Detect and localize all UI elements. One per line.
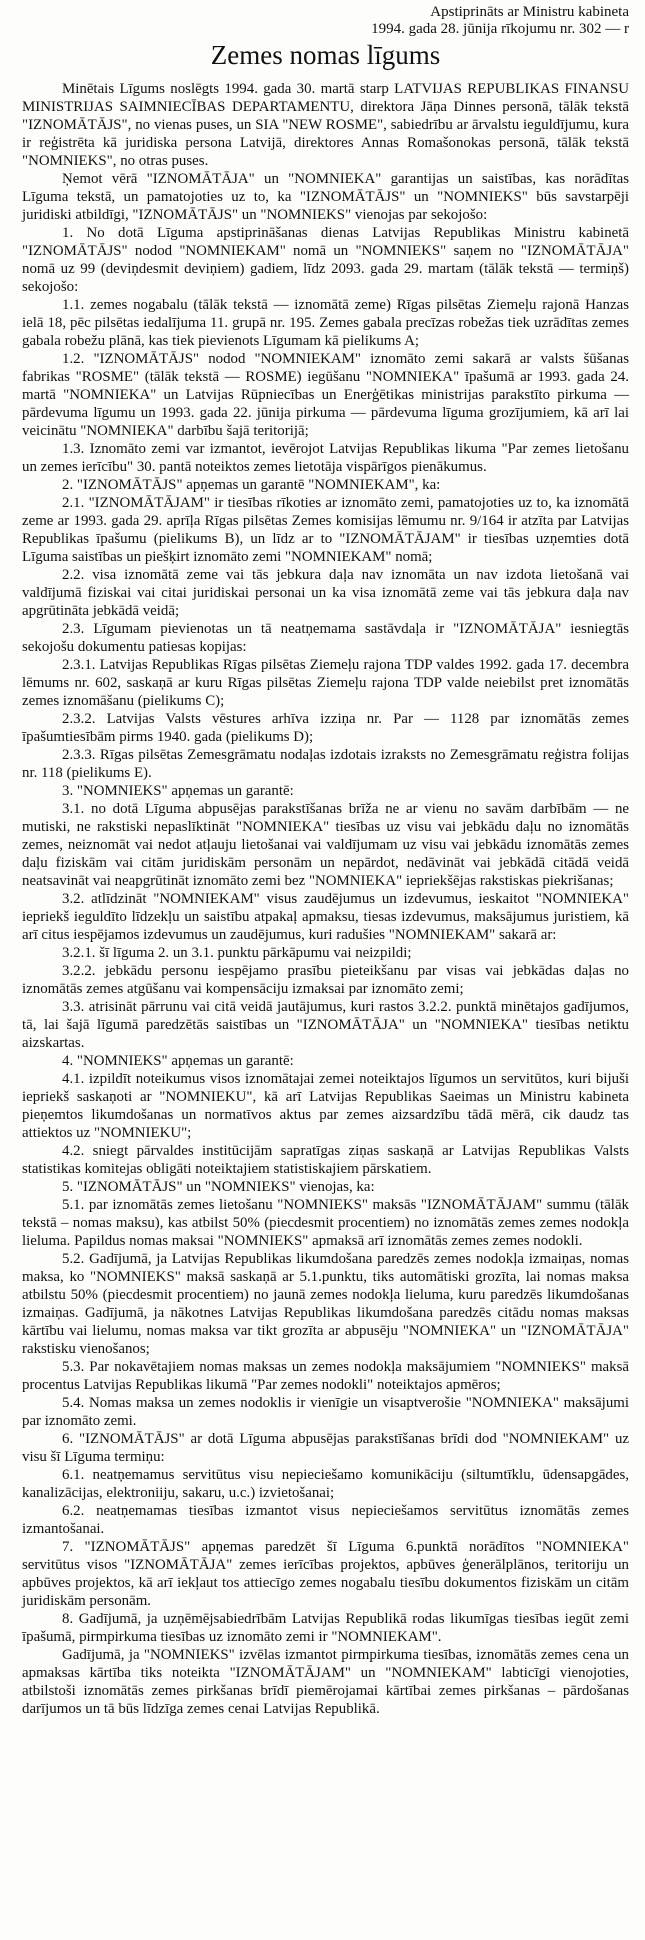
paragraph: 4. "NOMNIEKS" apņemas un garantē: [62, 1053, 294, 1069]
paragraph: 2.3. Līgumam pievienotas un tā neatņemama sastāvdaļa ir "IZNOMĀTĀJA" iesniegtās sekojošu dokumentu patiesas kopijas: [22, 621, 629, 655]
paragraph: 5. "IZNOMĀTĀJS" un "NOMNIEKS" vienojas, ka: [62, 1179, 375, 1195]
paragraph: 3.1. no dotā Līguma abpusējas parakstīšanas brīža ne ar vienu no savām darbībām — ne mutiski, ne rakstiski nepaslīktināt "NOMNIEKA" tiesības uz visu vai jebkādu daļu no iznomātās zemes, neiznomāt vai nedot atļauju lietošanai vai valdījumam uz visu vai jebkādu iznomātās zemes daļu fiziskām vai citām juridiskām personām un nepārdot, nedāvināt vai jebkādā citādā veidā neatsavināt vai neapgrūtināt iznomāto zemi bez "NOMNIEKA" iepriekšējas rakstiskas piekrišanas; [22, 801, 629, 889]
paragraph: 2.3.1. Latvijas Republikas Rīgas pilsētas Ziemeļu rajona TDP valdes 1992. gada 17. decembra lēmums nr. 602, saskaņā ar kuru Rīgas pilsētas Ziemeļu rajona TDP valde neiebilst pret iznomātās zemes iznomāšanu (pielikums C); [22, 657, 629, 709]
paragraph: 6. "IZNOMĀTĀJS" ar dotā Līguma abpusējas parakstīšanas brīdi dod "NOMNIEKAM" uz visu šī Līguma termiņu: [22, 1431, 629, 1465]
paragraph: 6.1. neatņemamus servitūtus visu nepieciešamo komunikāciju (siltumtīklu, ūdensapgādes, kanalizācijas, elektroniiju, sakaru, u.c.) izvietošanai; [22, 1467, 629, 1501]
paragraph: 2. "IZNOMĀTĀJS" apņemas un garantē "NOMNIEKAM", ka: [62, 477, 441, 493]
paragraph: 2.1. "IZNOMĀTĀJAM" ir tiesības rīkoties ar iznomāto zemi, pamatojoties uz to, ka iznomātā zeme ar 1993. gada 29. aprīļa Rīgas pilsētas Zemes komisijas lēmumu nr. 9/164 ir atzīta par Latvijas Republikas īpašumu (pielikums B), un līdz ar to "IZNOMĀTĀJAM" ir tiesības uzņemties dotā Līguma saistības un piešķirt iznomāto zemi "NOMNIEKAM" nomā; [22, 495, 629, 565]
paragraph: Gadījumā, ja "NOMNIEKS" izvēlas izmantot pirmpirkuma tiesības, iznomātās zemes cena un apmaksas kārtība tiks noteikta "IZNOMĀTĀJAM" un "NOMNIEKAM" labticīgi vienojoties, atbilstoši iznomātās zemes pirkšanas brīdī piemērojamai kārtībai zemes pirkšanas – pārdošanas darījumos un tā būs līdzīga zemes cenai Latvijas Republikā. [22, 1647, 629, 1717]
paragraph: 7. "IZNOMĀTĀJS" apņemas paredzēt šī Līguma 6.punktā norādītos "NOMNIEKA" servitūtus visos "IZNOMĀTĀJA" zemes ierīcības projektos, apbūves ģenerālplānos, teritoriju un apbūves projektos, kā arī iekļaut tos attiecīgo zemes nogabalu tiesību dokumentos fiziskām un citām juridiskām personām. [22, 1539, 629, 1609]
paragraph: 2.3.2. Latvijas Valsts vēstures arhīva izziņa nr. Par — 1128 par iznomātās zemes īpašumtiesībām pirms 1940. gada (pielikums D); [22, 711, 629, 745]
approval-note [22, 4, 629, 38]
paragraph: Minētais Līgums noslēgts 1994. gada 30. martā starp LATVIJAS REPUBLIKAS FINANSU MINISTRIJAS SAIMNIECĪBAS DEPARTAMENTU, direktora Jāņa Dinnes personā, tālāk tekstā "IZNOMĀTĀJS", no vienas puses, un SIA "NEW ROSME", sabiedrību ar ārvalstu ieguldījumu, kura ir reģistrēta kā juridiska persona Latvijā, direktores Annas Romašonokas personā, tālāk tekstā "NOMNIEKS", no otras puses. [22, 81, 629, 169]
paragraph: 1.3. Iznomāto zemi var izmantot, ievērojot Latvijas Republikas likuma "Par zemes lietošanu un zemes ierīcību" 30. pantā noteiktos zemes lietotāja vispārīgos pienākumus. [22, 441, 629, 475]
paragraph: 3.2.2. jebkādu personu iespējamo prasību pieteikšanu par visas vai jebkādas daļas no iznomātās zemes atgūšanu vai kompensāciju izmaksai par iznomāto zemi; [22, 963, 629, 997]
approval-line-2: 1994. gada 28. jūnija rīkojumu nr. 302 — r [371, 21, 629, 37]
paragraph: 3.3. atrisināt pārrunu vai citā veidā jautājumus, kuri rastos 3.2.2. punktā minētajos gadījumos, tā, lai šajā līgumā paredzētās saistības un "IZNOMĀTĀJA" un "NOMNIEKA" tiesības netiktu aizskartas. [22, 999, 629, 1051]
paragraph: 5.1. par iznomātās zemes lietošanu "NOMNIEKS" maksās "IZNOMĀTĀJAM" summu (tālāk tekstā – nomas maksu), kas atbilst 50% (piecdesmit procentiem) no iznomātās zemes zemes nodokļa lieluma. Papildus nomas maksai "NOMNIEKS" apmaksā arī iznomātās zemes zemes nodokli. [22, 1197, 629, 1249]
paragraph: 5.3. Par nokavētajiem nomas maksas un zemes nodokļa maksājumiem "NOMNIEKS" maksā procentus Latvijas Republikas likumā "Par zemes nodokli" noteiktajos apmēros; [22, 1359, 629, 1393]
document-title: Zemes nomas līgums [210, 40, 441, 70]
approval-line-1: Apstiprināts ar Ministru kabineta [430, 4, 629, 20]
paragraph: 5.2. Gadījumā, ja Latvijas Republikas likumdošana paredzēs zemes nodokļa izmaiņas, nomas maksa, ko "NOMNIEKS" maksā saskaņā ar 5.1.punktu, tiks automātiski grozīta, lai nomas maksa atbilstu 50% (piecdesmit procentiem) no jaunā zemes nodokļa lieluma, kuru paredzēs likumdošanas izmaiņas. Gadījumā, ja nākotnes Latvijas Republikas likumdošana paredzēs citādu nomas maksas kārtību vai lielumu, nomas maksa var tikt grozīta ar abpusēju "NOMNIEKA" un "IZNOMĀTĀJA" rakstisku vienošanos; [22, 1251, 629, 1357]
paragraph: Ņemot vērā "IZNOMĀTĀJA" un "NOMNIEKA" garantijas un saistības, kas norādītas Līguma tekstā, un pamatojoties uz to, ka "IZNOMĀTĀJS" un "NOMNIEKS" būs savstarpēji juridiski atbildīgi, "IZNOMĀTĀJS" un "NOMNIEKS" vienojas par sekojošo: [22, 171, 629, 223]
paragraph: 4.2. sniegt pārvaldes institūcijām sapratīgas ziņas saskaņā ar Latvijas Republikas Valsts statistikas komitejas obligāti noteiktajiem statistiskajiem pārskatiem. [22, 1143, 629, 1177]
paragraph: 4.1. izpildīt noteikumus visos iznomātajai zemei noteiktajos līgumos un servitūtos, kuri bijuši iepriekš saskaņoti ar "NOMNIEKU", kā arī Latvijas Republikas Saeimas un Ministru kabineta pieņemtos likumdošanas un normatīvos aktus par zemes aizsardzību tādā mērā, cik daudz tas attiektos uz "NOMNIEKU"; [22, 1071, 629, 1141]
paragraph: 3.2. atlīdzināt "NOMNIEKAM" visus zaudējumus un izdevumus, ieskaitot "NOMNIEKA" iepriekš ieguldīto līdzekļu un saistību atpakaļ apmaksu, tiesas izdevumus, maksājumus juristiem, kā arī citus iespējamos izdevumus un zaudējumus, kuri radušies "NOMNIEKAM" sakarā ar: [22, 891, 629, 943]
paragraph: 2.3.3. Rīgas pilsētas Zemesgrāmatu nodaļas izdotais izraksts no Zemesgrāmatu reģistra folijas nr. 118 (pielikums E). [22, 747, 629, 781]
paragraph: 1.2. "IZNOMĀTĀJS" nodod "NOMNIEKAM" iznomāto zemi sakarā ar valsts šūšanas fabrikas "ROSME" (tālāk tekstā — ROSME) iegūšanu "NOMNIEKA" īpašumā ar 1993. gada 24. martā "NOMNIEKA" un Latvijas Rūpniecības un Enerģētikas ministrijas parakstīto pirkuma — pārdevuma līgumu un 1993. gada 22. jūnija pirkuma — pārdevuma līguma grozījumiem, kā arī lai veicinātu "NOMNIEKA" darbību šajā teritorijā; [22, 351, 629, 439]
paragraph: 5.4. Nomas maksa un zemes nodoklis ir vienīgie un visaptverošie "NOMNIEKA" maksājumi par iznomāto zemi. [22, 1395, 629, 1429]
paragraph: 1. No dotā Līguma apstiprināšanas dienas Latvijas Republikas Ministru kabinetā "IZNOMĀTĀJS" nodod "NOMNIEKAM" nomā un "NOMNIEKS" saņem no "IZNOMĀTĀJA" nomā uz 99 (deviņdesmit deviņiem) gadiem, līdz 2093. gada 29. martam (tālāk tekstā — termiņš) sekojošo: [22, 225, 629, 295]
paragraph: 8. Gadījumā, ja uzņēmējsabiedrībām Latvijas Republikā rodas likumīgas tiesības iegūt zemi īpašumā, pirmpirkuma tiesības uz iznomāto zemi ir "NOMNIEKAM". [22, 1611, 629, 1645]
document-body [22, 80, 629, 1718]
paragraph: 2.2. visa iznomātā zeme vai tās jebkura daļa nav iznomāta un nav izdota lietošanā vai valdījumā fiziskai vai citai juridiskai personai un ka visa iznomātā zeme vai tās jebkura daļa nav apgrūtināta jebkādā veidā; [22, 567, 629, 619]
paragraph: 1.1. zemes nogabalu (tālāk tekstā — iznomātā zeme) Rīgas pilsētas Ziemeļu rajonā Hanzas ielā 18, pēc pilsētas iedalījuma 11. grupā nr. 195. Zemes gabala precīzas robežas tiek uzrādītas zemes gabala robežu plānā, kas tiek pievienots Līgumam kā pielikums A; [22, 297, 629, 349]
paragraph: 3.2.1. šī līguma 2. un 3.1. punktu pārkāpumu vai neizpildi; [62, 945, 412, 961]
paragraph: 3. "NOMNIEKS" apņemas un garantē: [62, 783, 294, 799]
paragraph: 6.2. neatņemamas tiesības izmantot visus nepieciešamos servitūtus iznomātās zemes izmantošanai. [22, 1503, 629, 1537]
